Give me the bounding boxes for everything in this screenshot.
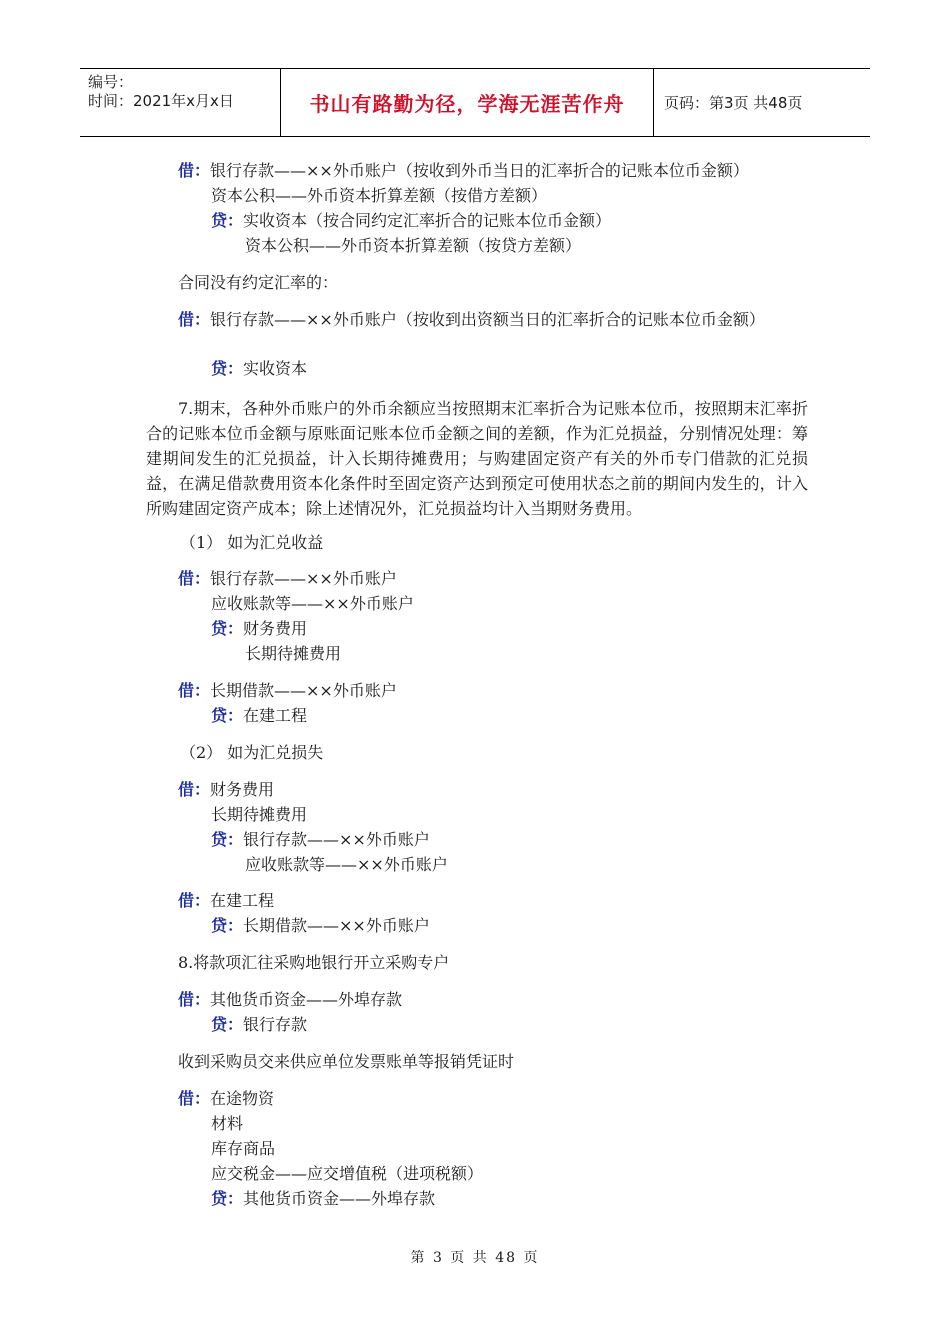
section-label: 收到采购员交来供应单位发票账单等报销凭证时 <box>178 1052 515 1071</box>
entry-text: 库存商品 <box>211 1139 276 1158</box>
entry-text: 资本公积——外币资本折算差额（按借方差额） <box>211 186 548 205</box>
credit-label: 贷： <box>211 359 244 378</box>
item-8: 8.将款项汇往采购地银行开立采购专户 <box>178 953 450 972</box>
header-page-info: 页码：第3页 共48页 <box>664 94 803 112</box>
entry-text: 长期借款——××外币账户 <box>210 681 397 700</box>
journal-line <box>178 161 749 181</box>
credit-label: 贷： <box>211 1189 244 1208</box>
entry-text: 长期待摊费用 <box>245 644 342 663</box>
journal-line <box>211 830 430 850</box>
journal-line <box>178 891 274 911</box>
entry-text: 资本公积——外币资本折算差额（按贷方差额） <box>245 236 582 255</box>
credit-label: 贷： <box>211 830 244 849</box>
entry-text: 银行存款——××外币账户（按收到出资额当日的汇率折合的记账本位币金额） <box>210 310 765 329</box>
section-label: （1） 如为汇兑收益 <box>180 533 324 552</box>
entry-text: 长期借款——××外币账户 <box>243 916 430 935</box>
credit-label: 贷： <box>211 916 244 935</box>
journal-line <box>178 990 402 1010</box>
credit-label: 贷： <box>211 706 244 725</box>
entry-text: 财务费用 <box>210 780 275 799</box>
entry-text: 实收资本（按合同约定汇率折合的记账本位币金额） <box>243 211 612 230</box>
debit-label: 借： <box>178 780 211 799</box>
journal-line <box>211 916 430 936</box>
page-footer: 第 3 页 共 48 页 <box>410 1250 540 1266</box>
entry-text: 银行存款——××外币账户 <box>210 569 397 588</box>
entry-text: 实收资本 <box>243 359 308 378</box>
entry-text: 财务费用 <box>243 619 308 638</box>
entry-text: 银行存款 <box>243 1015 308 1034</box>
entry-text: 其他货币资金——外埠存款 <box>243 1189 436 1208</box>
entry-text: 在途物资 <box>210 1089 275 1108</box>
journal-line <box>178 1089 274 1109</box>
journal-line <box>178 569 397 589</box>
section-label: （2） 如为汇兑损失 <box>180 743 324 762</box>
debit-label: 借： <box>178 681 211 700</box>
entry-text: 应收账款等——××外币账户 <box>245 855 448 874</box>
number-label: 编号： <box>88 73 134 91</box>
debit-label: 借： <box>178 1089 211 1108</box>
journal-line <box>211 1015 307 1035</box>
journal-line <box>178 780 274 800</box>
debit-label: 借： <box>178 310 211 329</box>
debit-label: 借： <box>178 990 211 1009</box>
entry-text: 银行存款——××外币账户 <box>243 830 430 849</box>
debit-label: 借： <box>178 891 211 910</box>
journal-line <box>211 211 611 231</box>
section-label: 合同没有约定汇率的： <box>178 273 339 292</box>
entry-text: 银行存款——××外币账户（按收到外币当日的汇率折合的记账本位币金额） <box>210 161 749 180</box>
journal-line <box>178 310 765 330</box>
debit-label: 借： <box>178 569 211 588</box>
journal-line <box>211 1189 435 1209</box>
entry-text: 材料 <box>211 1114 244 1133</box>
entry-text: 长期待摊费用 <box>211 805 308 824</box>
credit-label: 贷： <box>211 211 244 230</box>
header-motto: 书山有路勤为径，学海无涯苦作舟 <box>281 69 654 136</box>
header-meta <box>80 69 281 136</box>
journal-line <box>178 681 397 701</box>
entry-text: 在建工程 <box>210 891 275 910</box>
entry-text: 应交税金——应交增值税（进项税额） <box>211 1164 484 1183</box>
entry-text: 在建工程 <box>243 706 308 725</box>
journal-line <box>211 706 307 726</box>
journal-line <box>211 619 307 639</box>
entry-text: 其他货币资金——外埠存款 <box>210 990 403 1009</box>
entry-text: 应收账款等——××外币账户 <box>211 594 414 613</box>
credit-label: 贷： <box>211 619 244 638</box>
journal-line <box>211 359 307 379</box>
time-label: 时间：2021年x月x日 <box>88 92 234 110</box>
debit-label: 借： <box>178 161 211 180</box>
credit-label: 贷： <box>211 1015 244 1034</box>
paragraph-7: 7.期末，各种外币账户的外币余额应当按照期末汇率折合为记账本位币，按照期末汇率折合的记账本位币金额与原账面记账本位币金额之间的差额，作为汇兑损益，分别情况处理：筹建期间发生的汇兑损益，计入长期待摊费用；与购建固定资产有关的外币专门借款的汇兑损益，在满足借款费用资本化条件时至固定资产达到预定可使用状态之前的期间内发生的，计入所购建固定资产成本；除上述情况外，汇兑损益均计入当期财务费用。 <box>146 399 808 518</box>
page-header <box>80 68 870 137</box>
